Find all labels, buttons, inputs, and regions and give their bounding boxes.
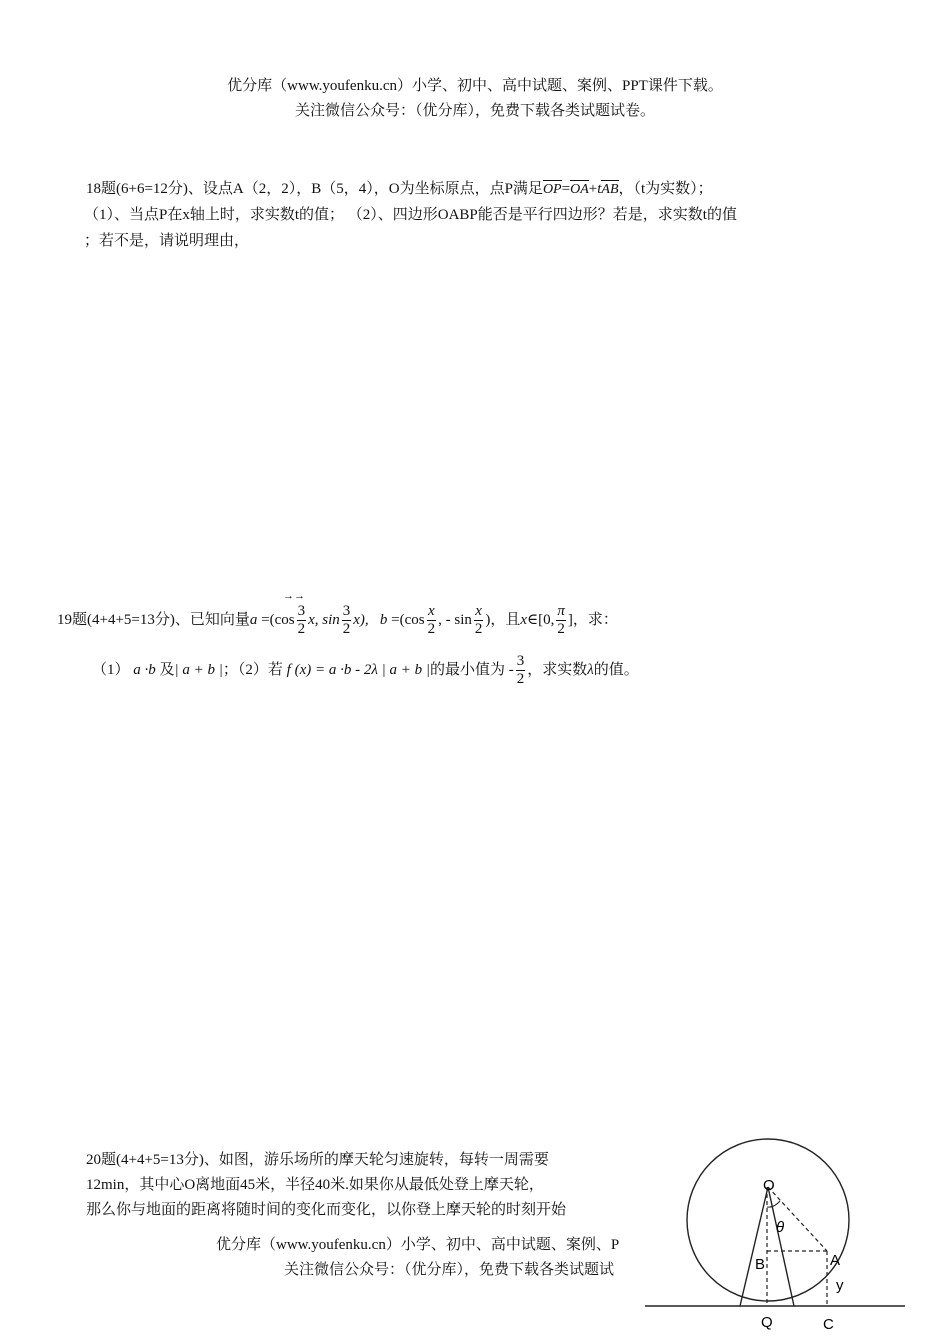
vector-op: OP — [542, 182, 562, 197]
label-q: Q — [761, 1314, 773, 1331]
fraction-pi-2: $\frac{\pi}{2}$ — [557, 603, 565, 638]
q20-line-1: 20题(4+4+5=13分)、如图，游乐场所的摩天轮匀速旋转，每转一周需要 — [86, 1152, 549, 1168]
q19-ji: 及 — [159, 662, 175, 678]
theta-arc — [767, 1201, 780, 1207]
fraction-3-2-a: $\frac{3}{2}$ — [297, 603, 306, 638]
q19-x-in: x — [520, 612, 528, 628]
vector-oa: OA — [570, 182, 589, 197]
q18-t: t — [597, 181, 602, 197]
q19-a: a — [249, 612, 258, 628]
q19-abs-a-plus-b: | a + b | — [174, 662, 223, 678]
q18-prefix: 18题(6+6=12分)、设点A（2，2），B（5，4），O为坐标原点，点P满足 — [86, 181, 543, 197]
q19-xclose: x), — [353, 612, 369, 628]
q18-line-1 — [86, 177, 713, 198]
header-line-2: 关注微信公众号：（优分库），免费下载各类试题试卷。 — [294, 103, 655, 119]
q18-line-2: （1）、当点P在x轴上时，求实数t的值； （2）、四边形OABP能否是平行四边形？若是，求实数t的值 — [84, 207, 737, 223]
q18-line-3: ；若不是，请说明理由， — [84, 233, 250, 249]
q19-part1: （1） — [92, 662, 130, 678]
q18-eq: = — [561, 181, 571, 197]
label-a: A — [830, 1252, 841, 1269]
q20-line-3: 那么你与地面的距离将随时间的变化而变化，以你登上摩天轮的时刻开始 — [86, 1202, 567, 1218]
q19-xsin: x, sin — [308, 612, 340, 628]
q19-eq1: =(cos — [261, 612, 295, 628]
fraction-3-2-c: $\frac{3}{2}$ — [516, 653, 525, 688]
q19-close: ) — [485, 612, 491, 628]
q19-prefix: 19题(4+4+5=13分)、已知向量 — [57, 612, 250, 628]
label-o: O — [763, 1177, 775, 1194]
support-left — [740, 1187, 768, 1306]
vector-ab: AB — [601, 182, 619, 197]
footer-line-2: 关注微信公众号：（优分库），免费下载各类试题试 — [284, 1262, 615, 1278]
q19-lambda: λ — [587, 662, 594, 678]
wheel-circle — [687, 1139, 849, 1301]
label-y: y — [836, 1277, 844, 1294]
fraction-x-2-b: $\frac{x}{2}$ — [474, 603, 483, 638]
q19-line-2 — [92, 650, 639, 690]
q18-suffix: ，（t为实数）； — [618, 181, 713, 197]
q19-ask: ，求： — [572, 612, 618, 628]
q19-qiu: ，求实数 — [527, 662, 588, 678]
q18-plus: + — [588, 181, 598, 197]
header-line-1: 优分库（www.youfenku.cn）小学、初中、高中试题、案例、PPT课件下载。 — [227, 78, 723, 94]
support-right — [768, 1187, 794, 1306]
label-theta: θ — [776, 1219, 785, 1236]
q19-eq2: =(cos — [391, 612, 425, 628]
fraction-x-2-a: $\frac{x}{2}$ — [427, 603, 436, 638]
label-c: C — [823, 1316, 834, 1333]
q19-zhi: 的值。 — [593, 662, 639, 678]
q20-line-2: 12min，其中心O离地面45米，半径40米.如果你从最低处登上摩天轮， — [86, 1177, 544, 1193]
q19-semi: ；（2）若 — [222, 662, 283, 678]
q19-neg-sin: , - sin — [438, 612, 472, 628]
footer-line-1: 优分库（www.youfenku.cn）小学、初中、高中试题、案例、P — [216, 1237, 620, 1253]
q19-minval: 的最小值为 - — [429, 662, 514, 678]
q19-bracket: ] — [567, 612, 573, 628]
q19-b: b — [379, 612, 388, 628]
q19-a-dot-b: a ·b — [133, 662, 156, 678]
ferris-wheel-figure — [640, 1115, 910, 1340]
q19-in-sym: ∈[0, — [527, 612, 555, 628]
fraction-3-2-b: $\frac{3}{2}$ — [342, 603, 351, 638]
q19-and: ，且 — [490, 612, 521, 628]
label-b: B — [755, 1256, 766, 1273]
q19-vector-arrows: →→ — [283, 590, 305, 602]
q19-fx: f (x) = a ·b - 2λ | a + b | — [286, 662, 430, 678]
q19-line-1 — [57, 600, 618, 640]
